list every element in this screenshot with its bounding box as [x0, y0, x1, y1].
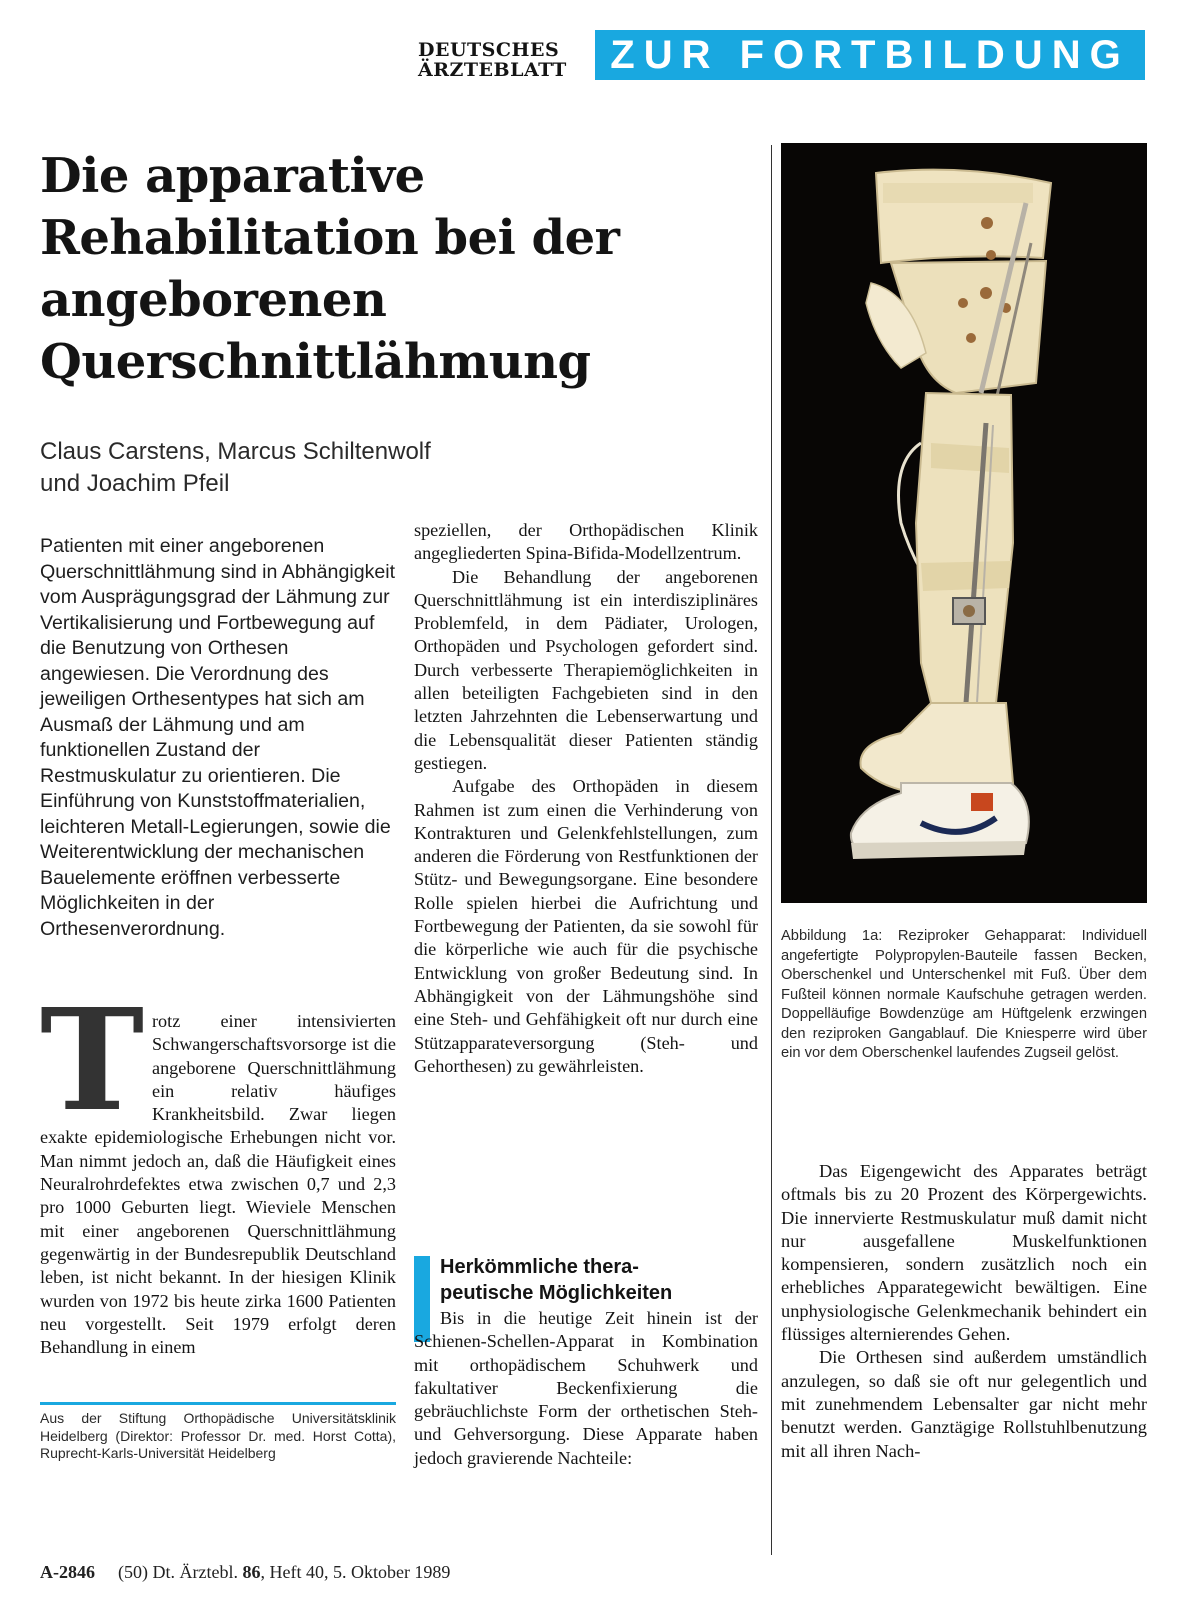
- abstract: Patienten mit einer angeborenen Querschnittlähmung sind in Abhängigkeit vom Ausprägungsgrad der Lähmung zur Vertikalisierung und Fortbewegung auf die Benutzung von Orthesen angewiesen. Die Verordnung des jeweiligen Orthesentypes hat sich am Ausmaß der Lähmung und am funktionellen Zustand der Restmuskulatur zu orientieren. Die Einführung von Kunststoffmaterialien, leichteren Metall-Legierungen, sowie die Weiterentwicklung der mechanischen Bauelemente eröffnen verbesserte Möglichkeiten in der Orthesenverordnung.: [40, 535, 396, 940]
- title-line: Die apparative: [40, 148, 425, 204]
- footer-citation: (50) Dt. Ärztebl.: [118, 1562, 238, 1582]
- page-number: A-2846: [40, 1562, 95, 1582]
- column-1: [40, 979, 396, 1359]
- article-title: [40, 145, 740, 393]
- title-line: Querschnittlähmung: [40, 334, 591, 390]
- column-3: [781, 1160, 1147, 1463]
- footnote-rule: [40, 1402, 396, 1405]
- orthosis-photo: [781, 143, 1147, 903]
- authors-line: und Joachim Pfeil: [40, 470, 230, 497]
- subheading-line: peutische Möglichkeiten: [440, 1282, 673, 1304]
- journal-masthead: [418, 40, 588, 80]
- paragraph: Aufgabe des Orthopäden in diesem Rahmen ist zum einen die Verhinderung von Kontrakturen und Gelenkfehlstellungen, zum anderen die Förderung von Restfunktionen der Stütz- und Bewegungsorgane. Eine besondere Rolle spielen hierbei die Aufrichtung und Fortbewegung der Patienten, da sie sowohl für die körperliche wie auch für die psychische Entwicklung von großer Bedeutung sind. In Abhängigkeit von der Lähmungshöhe sind eine Steh- und Gehfähigkeit oft nur durch eine Stützapparateversorgung (Steh- und Gehorthesen) zu gewährleisten.: [414, 776, 758, 1076]
- paragraph: Bis in die heutige Zeit hinein ist der Schienen-Schellen-Apparat in Kombination mit orthopädischem Schuhwerk und fakultativer Beckenfixierung die gebräuchlichste Form der orthetischen Steh- und Gehversorgung. Diese Apparate haben jedoch gravierende Nachteile:: [414, 1308, 758, 1468]
- page-footer: [40, 1560, 740, 1584]
- drop-cap: T: [40, 979, 145, 1143]
- footer-issue: , Heft 40, 5. Oktober 1989: [260, 1562, 451, 1582]
- paragraph: Das Eigengewicht des Apparates beträgt oftmals bis zu 20 Prozent des Körpergewichts. Die innervierte Restmuskulatur muß damit nicht nur ausgefallene Muskelfunktionen kompensieren, sondern zusätzlich noch ein erhebliches Apparategewicht bewältigen. Eine unphysiologische Gelenkmechanik behindert ein flüssiges alternierendes Gehen.: [781, 1161, 1147, 1345]
- affiliation-note: Aus der Stiftung Orthopädische Universitätsklinik Heidelberg (Direktor: Professor Dr. med. Horst Cotta), Ruprecht-Karls-Universität Heidelberg: [40, 1410, 396, 1461]
- masthead-line-1: DEUTSCHES: [418, 39, 560, 61]
- title-line: Rehabilitation bei der: [40, 210, 620, 266]
- column-2: [414, 519, 758, 1078]
- subheading-line: Herkömmliche thera-: [440, 1256, 639, 1278]
- column-2-continued: [414, 1307, 758, 1470]
- masthead-line-2: ÄRZTEBLATT: [418, 59, 567, 81]
- paragraph: Die Behandlung der angeborenen Querschnittlähmung ist ein interdisziplinäres Problemfeld, in dem Pädiater, Urologen, Orthopäden und Psychologen gefordert sind. Durch verbesserte Therapiemöglichkeiten in allen beteiligten Fachgebieten sind in den letzten Jahrzehnten die Lebenserwartung und die Lebensqualität dieser Patienten ständig gestiegen.: [414, 566, 758, 773]
- title-line: angeborenen: [40, 272, 387, 328]
- figure-caption: Abbildung 1a: Reziproker Gehapparat: Individuell angefertigte Polypropylen-Bauteile fassen Becken, Oberschenkel und Unterschenkel mit Fuß. Über dem Fußteil können normale Kaufschuhe getragen werden. Doppelläufige Bowdenzüge am Hüftgelenk erzwingen den reziproken Gangablauf. Die Kniesperre wird über ein vor dem Oberschenkel laufendes Zugseil gelöst.: [781, 928, 1147, 1061]
- column-divider: [771, 145, 772, 1555]
- authors-line: Claus Carstens, Marcus Schiltenwolf: [40, 438, 431, 465]
- footer-volume: 86: [242, 1562, 261, 1582]
- orthosis-illustration: [781, 143, 1147, 903]
- paragraph: speziellen, der Orthopädischen Klinik angegliederten Spina-Bifida-Modellzentrum.: [414, 520, 758, 564]
- column-1-text: rotz einer intensivierten Schwangerschaftsvorsorge ist die angeborene Querschnittlähmung ein relativ häufiges Krankheitsbild. Zwar liegen exakte epidemiologische Erhebungen nicht vor. Man nimmt jedoch an, daß die Häufigkeit eines Neuralrohrdefektes etwa zwischen 0,7 und 2,3 pro 1000 Geburten liegt. Wieviele Menschen mit einer angeborenen Querschnittlähmung gegenwärtig in der Bundesrepublik Deutschland leben, ist nicht bekannt. In der hiesigen Klinik wurden von 1972 bis heute zirka 1600 Patienten neu vorgestellt. Seit 1979 erfolgt deren Behandlung in einem: [40, 1011, 396, 1358]
- section-banner: ZUR FORTBILDUNG: [595, 30, 1145, 80]
- section-subheading: [440, 1254, 770, 1306]
- authors: [40, 436, 700, 500]
- paragraph: Die Orthesen sind außerdem umständlich anzulegen, so daß sie oft nur gelegentlich und mit zunehmendem Lebensalter gar nicht mehr benutzt werden. Ganztägige Rollstuhlbenutzung mit all ihren Nach-: [781, 1347, 1147, 1461]
